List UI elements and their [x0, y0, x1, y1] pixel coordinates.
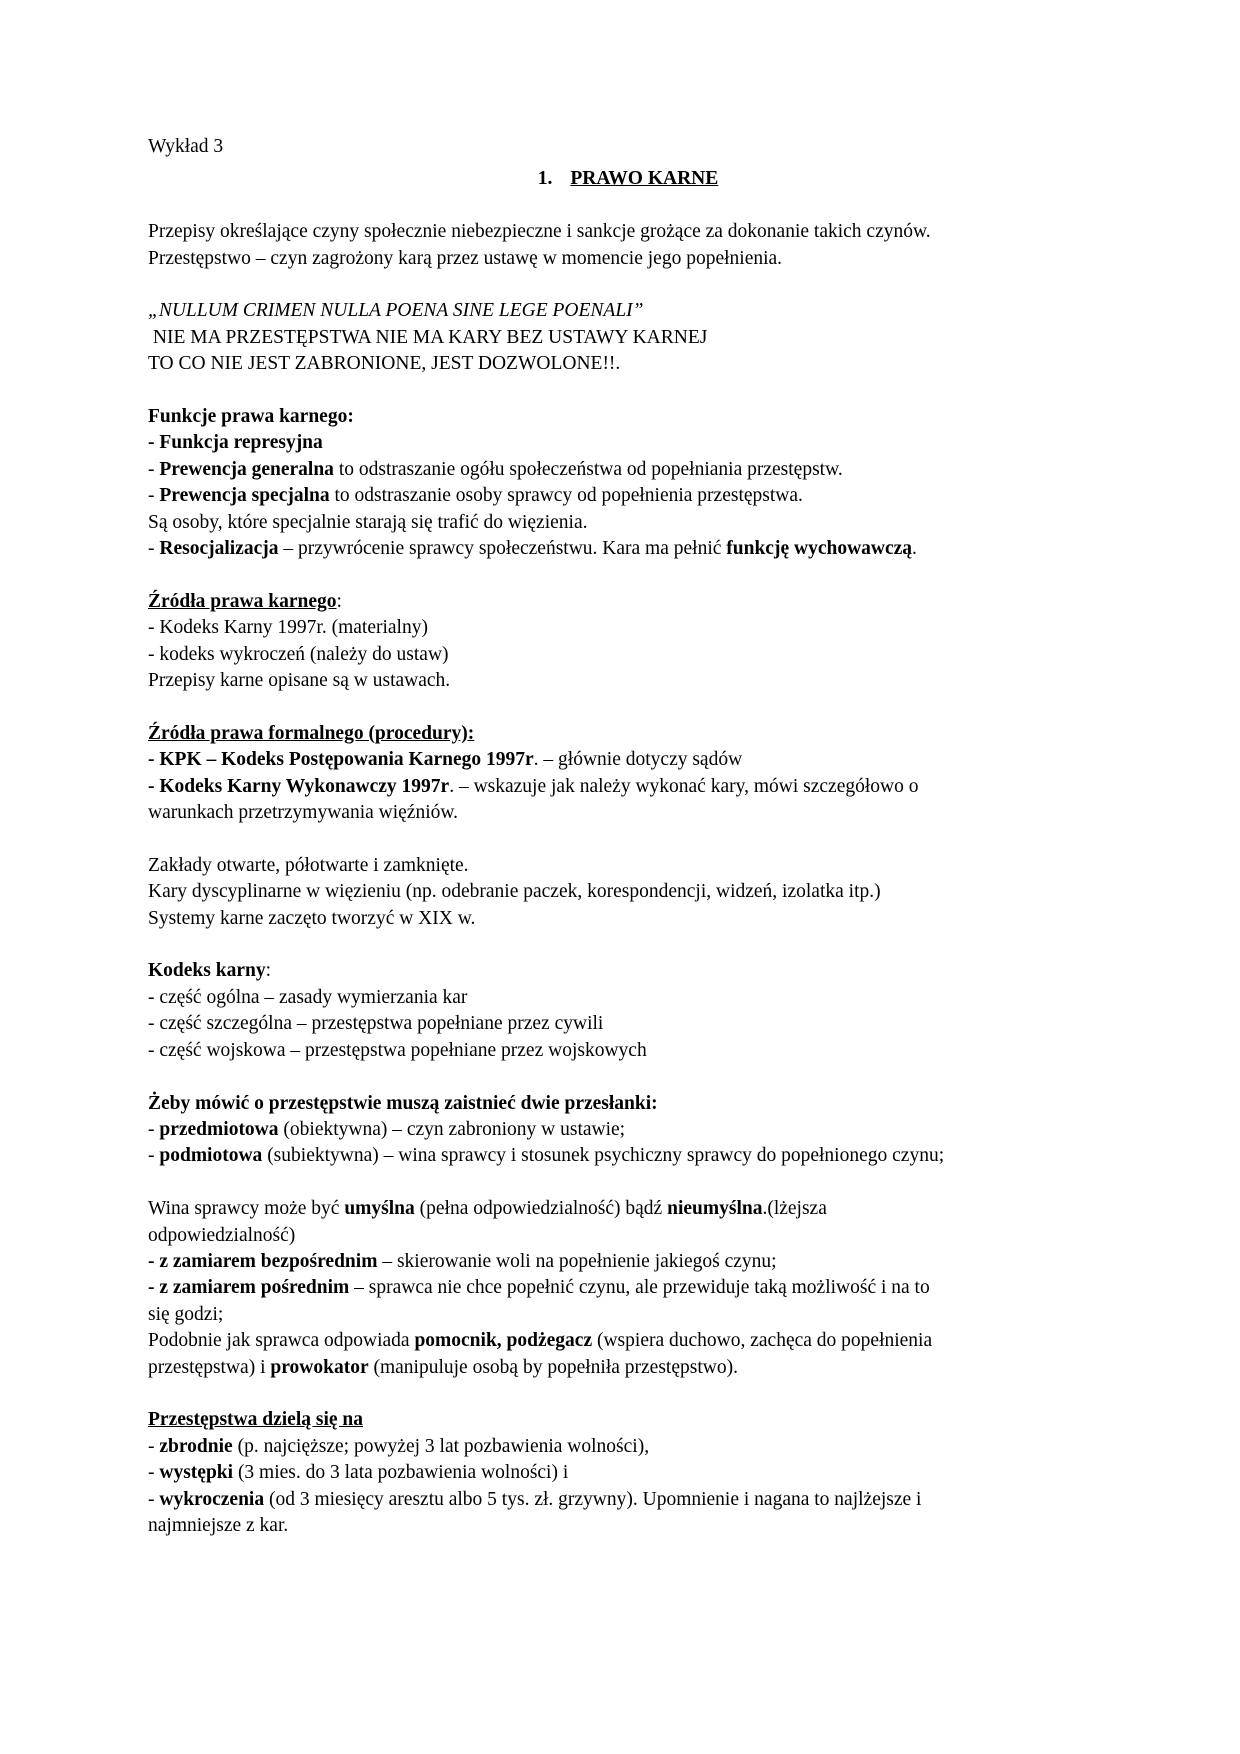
section-number: 1. — [537, 168, 553, 190]
spacer — [148, 1381, 1108, 1407]
function-item: - Prewencja specjalna to odstraszanie osoby sprawcy od popełnienia przestępstwa. — [148, 485, 803, 507]
prisons-line: Systemy karne zaczęto tworzyć w XIX w. — [148, 907, 476, 929]
section-title-text: PRAWO KARNE — [570, 168, 719, 190]
function-note: Są osoby, które specjalnie starają się trafić do więzienia. — [148, 511, 588, 533]
maxim-translation: NIE MA PRZESTĘPSTWA NIE MA KARY BEZ USTAWY KARNEJ — [148, 326, 708, 348]
guilt-item: - z zamiarem bezpośrednim – skierowanie woli na popełnienie jakiegoś czynu; — [148, 1250, 777, 1272]
prisons-line: Zakłady otwarte, półotwarte i zamknięte. — [148, 854, 469, 876]
divide-item: - zbrodnie (p. najcięższe; powyżej 3 lat pozbawienia wolności), — [148, 1435, 650, 1457]
guilt-line: Podobnie jak sprawca odpowiada pomocnik, podżegacz (wspiera duchowo, zachęca do popełnienia — [148, 1330, 933, 1352]
code-item: - część szczególna – przestępstwa popełniane przez cywili — [148, 1013, 604, 1035]
function-item: - Prewencja generalna to odstraszanie ogółu społeczeństwa od popełniania przestępstw. — [148, 458, 843, 480]
spacer — [148, 694, 1108, 720]
spacer — [148, 378, 1108, 404]
functions-heading: Funkcje prawa karnego: — [148, 406, 354, 428]
document-page — [148, 134, 1108, 1539]
spacer — [148, 932, 1108, 958]
function-item: - Resocjalizacja – przywrócenie sprawcy społeczeństwu. Kara ma pełnić funkcję wychowawczą. — [148, 538, 917, 560]
lecture-label: Wykład 3 — [148, 136, 224, 157]
intro-line: Przepisy określające czyny społecznie niebezpieczne i sankcje grożące za dokonanie takich czynów. — [148, 221, 931, 243]
source-item: - Kodeks Karny 1997r. (materialny) — [148, 617, 428, 639]
code-item: - część ogólna – zasady wymierzania kar — [148, 986, 468, 1008]
sources-heading: Źródła prawa karnego: — [148, 590, 342, 612]
guilt-line: Wina sprawcy może być umyślna (pełna odpowiedzialność) bądź nieumyślna.(lżejsza — [148, 1198, 827, 1220]
source-item: - kodeks wykroczeń (należy do ustaw) — [148, 643, 449, 665]
premise-item: - przedmiotowa (obiektywna) – czyn zabroniony w ustawie; — [148, 1118, 626, 1140]
formal-item: - Kodeks Karny Wykonawczy 1997r. – wskazuje jak należy wykonać kary, mówi szczegółowo o — [148, 775, 919, 797]
source-note: Przepisy karne opisane są w ustawach. — [148, 670, 451, 692]
spacer — [148, 272, 1108, 298]
divide-item-cont: najmniejsze z kar. — [148, 1514, 289, 1536]
spacer — [148, 193, 1108, 219]
code-item: - część wojskowa – przestępstwa popełniane przez wojskowych — [148, 1039, 647, 1061]
divide-item: - wykroczenia (od 3 miesięcy aresztu albo 5 tys. zł. grzywny). Upomnienie i nagana to najlżejsze i — [148, 1488, 922, 1510]
formal-item-cont: warunkach przetrzymywania więźniów. — [148, 802, 459, 824]
latin-maxim: „NULLUM CRIMEN NULLA POENA SINE LEGE POENALI” — [148, 300, 644, 322]
formal-item: - KPK – Kodeks Postępowania Karnego 1997r. – głównie dotyczy sądów — [148, 749, 743, 771]
section-title — [148, 166, 1108, 192]
guilt-line-cont: przestępstwa) i prowokator (manipuluje osobą by popełniła przestępstwo). — [148, 1356, 738, 1378]
divide-heading: Przestępstwa dzielą się na — [148, 1409, 363, 1431]
spacer — [148, 562, 1108, 588]
guilt-line-cont: odpowiedzialność) — [148, 1224, 296, 1246]
guilt-item-cont: się godzi; — [148, 1303, 224, 1325]
function-item: - Funkcja represyjna — [148, 432, 323, 454]
premise-item: - podmiotowa (subiektywna) – wina sprawcy i stosunek psychiczny sprawcy do popełnionego czynu; — [148, 1145, 945, 1167]
guilt-item: - z zamiarem pośrednim – sprawca nie chce popełnić czynu, ale przewiduje taką możliwość i na to — [148, 1277, 930, 1299]
divide-item: - występki (3 mies. do 3 lata pozbawienia wolności) i — [148, 1462, 569, 1484]
maxim-rule: TO CO NIE JEST ZABRONIONE, JEST DOZWOLONE!!. — [148, 353, 621, 375]
formal-heading: Źródła prawa formalnego (procedury): — [148, 722, 475, 744]
spacer — [148, 826, 1108, 852]
spacer — [148, 1170, 1108, 1196]
intro-line: Przestępstwo – czyn zagrożony karą przez ustawę w momencie jego popełnienia. — [148, 247, 783, 269]
spacer — [148, 1064, 1108, 1090]
premises-heading: Żeby mówić o przestępstwie muszą zaistnieć dwie przesłanki: — [148, 1092, 658, 1114]
code-heading: Kodeks karny: — [148, 960, 271, 982]
prisons-line: Kary dyscyplinarne w więzieniu (np. odebranie paczek, korespondencji, widzeń, izolatka itp.) — [148, 881, 881, 903]
